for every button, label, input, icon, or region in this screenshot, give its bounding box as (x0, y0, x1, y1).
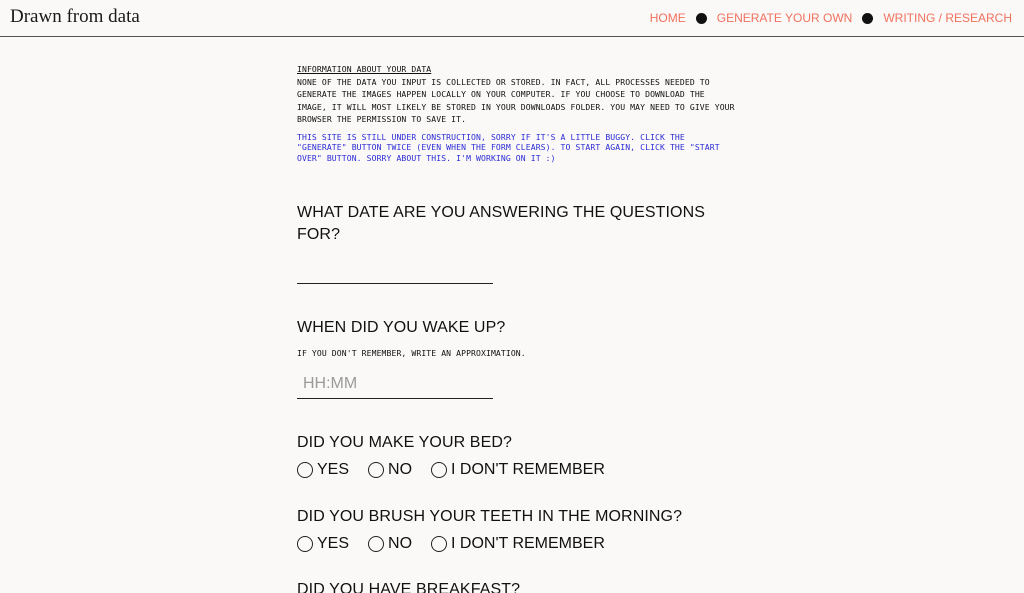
nav-separator-dot-icon (862, 13, 873, 24)
question-wake-label: WHEN DID YOU WAKE UP? (297, 319, 506, 336)
radio-circle-icon[interactable] (297, 536, 313, 552)
nav-writing-link[interactable]: WRITING / RESEARCH (883, 11, 1012, 25)
teeth-radio-group (297, 534, 624, 554)
bed-radio-yes[interactable] (297, 460, 349, 480)
teeth-radio-no[interactable] (368, 534, 412, 554)
radio-circle-icon[interactable] (368, 462, 384, 478)
wake-time-input[interactable] (297, 369, 493, 399)
question-breakfast-label: DID YOU HAVE BREAKFAST? (297, 581, 521, 593)
radio-circle-icon[interactable] (431, 536, 447, 552)
radio-label: NO (388, 461, 413, 478)
main-nav (650, 11, 1012, 25)
radio-circle-icon[interactable] (297, 462, 313, 478)
form-content (297, 63, 737, 593)
construction-notice: THIS SITE IS STILL UNDER CONSTRUCTION, SORRY IF IT'S A LITTLE BUGGY. CLICK THE "GENERATE" BUTTON TWICE (EVEN WHEN THE FORM CLEARS). TO START AGAIN, CLICK THE "START OVER" BUTTON. SORRY ABOUT THIS. I'M WORKING ON IT :) (297, 131, 720, 163)
radio-label: NO (388, 535, 413, 552)
data-info-body: NONE OF THE DATA YOU INPUT IS COLLECTED OR STORED. IN FACT, ALL PROCESSES NEEDED TO GENERATE THE IMAGES HAPPEN LOCALLY ON YOUR COMPUTER. IF YOU CHOOSE TO DOWNLOAD THE IMAGE, IT WILL MOST LIKELY BE STORED IN YOUR DOWNLOADS FOLDER. YOU MAY NEED TO GIVE YOUR BROWSER THE PERMISSION TO SAVE IT. (297, 76, 735, 125)
site-logo[interactable]: Drawn from data (10, 6, 140, 27)
teeth-radio-dont-remember[interactable] (431, 534, 605, 554)
data-info-heading: INFORMATION ABOUT YOUR DATA (297, 64, 432, 74)
radio-label: I DON'T REMEMBER (451, 535, 605, 552)
data-info-section (297, 63, 737, 163)
nav-separator-dot-icon (696, 13, 707, 24)
nav-generate-link[interactable]: GENERATE YOUR OWN (716, 11, 853, 25)
radio-label: YES (317, 535, 350, 552)
bed-radio-group (297, 460, 624, 480)
wake-hint: IF YOU DON'T REMEMBER, WRITE AN APPROXIMATION. (297, 348, 526, 358)
teeth-radio-yes[interactable] (297, 534, 349, 554)
question-bed-label: DID YOU MAKE YOUR BED? (297, 434, 512, 451)
date-input[interactable] (297, 260, 493, 284)
radio-circle-icon[interactable] (431, 462, 447, 478)
question-teeth-label: DID YOU BRUSH YOUR TEETH IN THE MORNING? (297, 508, 683, 525)
bed-radio-dont-remember[interactable] (431, 460, 605, 480)
bed-radio-no[interactable] (368, 460, 412, 480)
site-header (0, 0, 1024, 37)
radio-label: YES (317, 461, 350, 478)
radio-circle-icon[interactable] (368, 536, 384, 552)
question-date-label: WHAT DATE ARE YOU ANSWERING THE QUESTIONS FOR? (297, 204, 706, 243)
radio-label: I DON'T REMEMBER (451, 461, 605, 478)
nav-home-link[interactable]: HOME (649, 11, 686, 25)
